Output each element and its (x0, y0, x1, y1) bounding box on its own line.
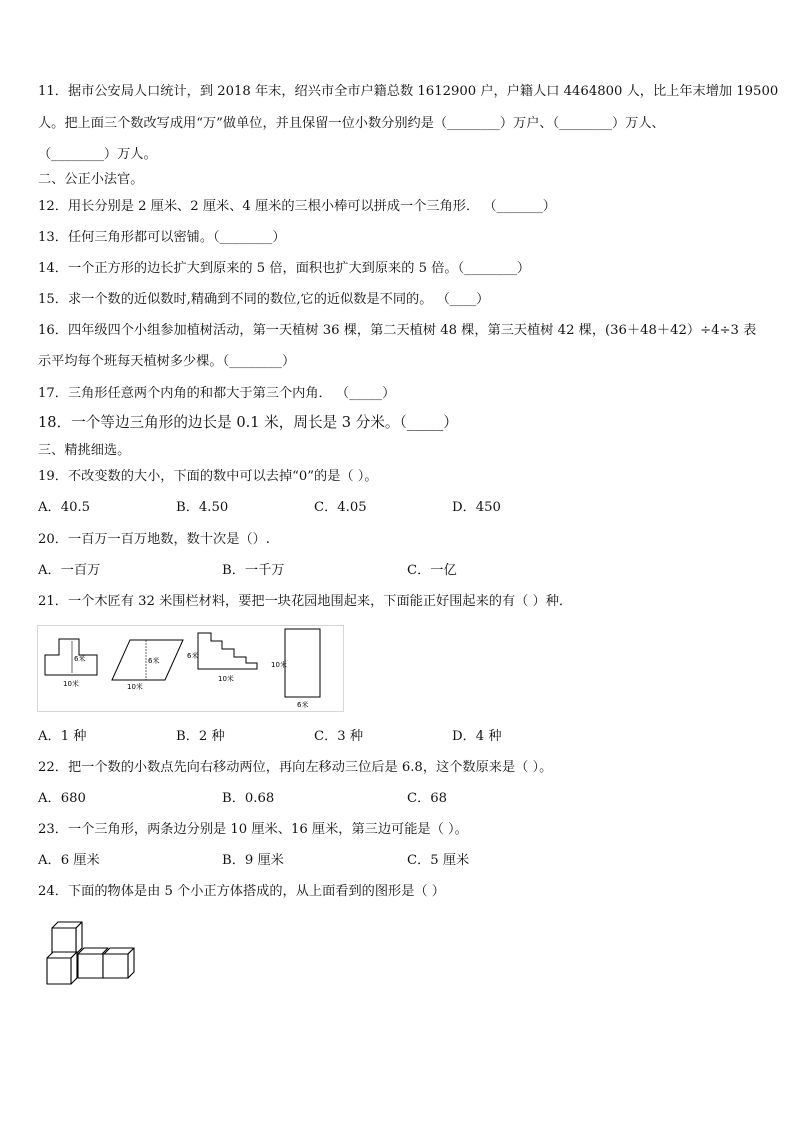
q18: 18．一个等边三角形的边长是 0.1 米，周长是 3 分米。（_____） (38, 414, 458, 431)
q12: 12．用长分别是 2 厘米、2 厘米、4 厘米的三根小棒可以拼成一个三角形． （_______） (38, 199, 556, 214)
q20-option-b: B．一千万 (222, 563, 285, 578)
q14: 14．一个正方形的边长扩大到原来的 5 倍，面积也扩大到原来的 5 倍。（________） (38, 261, 531, 276)
q13: 13．任何三角形都可以密铺。（________） (38, 230, 286, 245)
fig-label: 6米 (187, 652, 199, 660)
q21-garden-figures (37, 625, 344, 712)
fig-label: 10米 (63, 680, 79, 688)
section-title-3: 三、精挑细选。 (38, 443, 131, 458)
fig-label: 6米 (148, 657, 160, 665)
q20-stem: 20．一百万一百万地数，数十次是（）. (38, 532, 270, 547)
q22-option-b: B．0.68 (222, 791, 275, 806)
q22-option-a: A．680 (38, 791, 86, 806)
q11-line2: 人。把上面三个数改写成用“万”做单位，并且保留一位小数分别约是（________）万户、（________）万人、 (38, 116, 665, 131)
fig-label: 10米 (271, 661, 287, 669)
q19-stem: 19．不改变数的大小，下面的数中可以去掉“0”的是（ ）。 (38, 469, 378, 484)
q16-line1: 16．四年级四个小组参加植树活动，第一天植树 36 棵，第二天植树 48 棵，第三天植树 42 棵，(36＋48＋42）÷4÷3 表 (38, 323, 757, 338)
section-title-2: 二、公正小法官。 (38, 172, 144, 187)
q23-option-b: B．9 厘米 (222, 853, 284, 868)
q24-stem: 24．下面的物体是由 5 个小正方体搭成的，从上面看到的图形是（ ） (38, 884, 445, 899)
q19-option-b: B．4.50 (176, 500, 229, 515)
fig-label: 10米 (218, 675, 234, 683)
q19-option-a: A．40.5 (38, 500, 91, 515)
q19-option-c: C．4.05 (314, 500, 367, 515)
q21-option-b: B．2 种 (176, 729, 225, 744)
fig-label: 6米 (74, 655, 86, 663)
q17: 17．三角形任意两个内角的和都大于第三个内角． （_____） (38, 386, 396, 401)
q21-option-c: C．3 种 (314, 729, 364, 744)
q22-stem: 22．把一个数的小数点先向右移动两位，再向左移动三位后是 6.8，这个数原来是（ ）。 (38, 760, 553, 775)
q21-option-d: D．4 种 (452, 729, 502, 744)
fenced-shape-3 (198, 633, 257, 669)
q11-line3: （________）万人。 (38, 147, 157, 162)
q24-cube-stack-figure (44, 918, 140, 988)
q21-stem: 21．一个木匠有 32 米围栏材料，要把一块花园地围起来，下面能正好围起来的有（ ）种． (38, 594, 573, 609)
q15: 15．求一个数的近似数时,精确到不同的数位,它的近似数是不同的。 （____） (38, 292, 490, 307)
q20-option-a: A．一百万 (38, 563, 101, 578)
q19-option-d: D．450 (452, 500, 501, 515)
q16-line2: 示平均每个班每天植树多少棵。（________） (38, 354, 296, 369)
q23-option-a: A．6 厘米 (38, 853, 100, 868)
q22-option-c: C．68 (407, 791, 448, 806)
fig-label: 10米 (127, 683, 143, 691)
q21-option-a: A．1 种 (38, 729, 87, 744)
fig-label: 6米 (297, 701, 309, 709)
q23-stem: 23．一个三角形，两条边分别是 10 厘米、16 厘米，第三边可能是（ ）。 (38, 822, 468, 837)
fenced-shape-1 (45, 639, 97, 675)
q11-line1: 11．据市公安局人口统计，到 2018 年末，绍兴市全市户籍总数 1612900 户，户籍人口 4464800 人，比上年末增加 19500 (38, 84, 779, 99)
fenced-shape-4 (285, 629, 320, 697)
q23-option-c: C．5 厘米 (407, 853, 470, 868)
q20-option-c: C．一亿 (407, 563, 457, 578)
